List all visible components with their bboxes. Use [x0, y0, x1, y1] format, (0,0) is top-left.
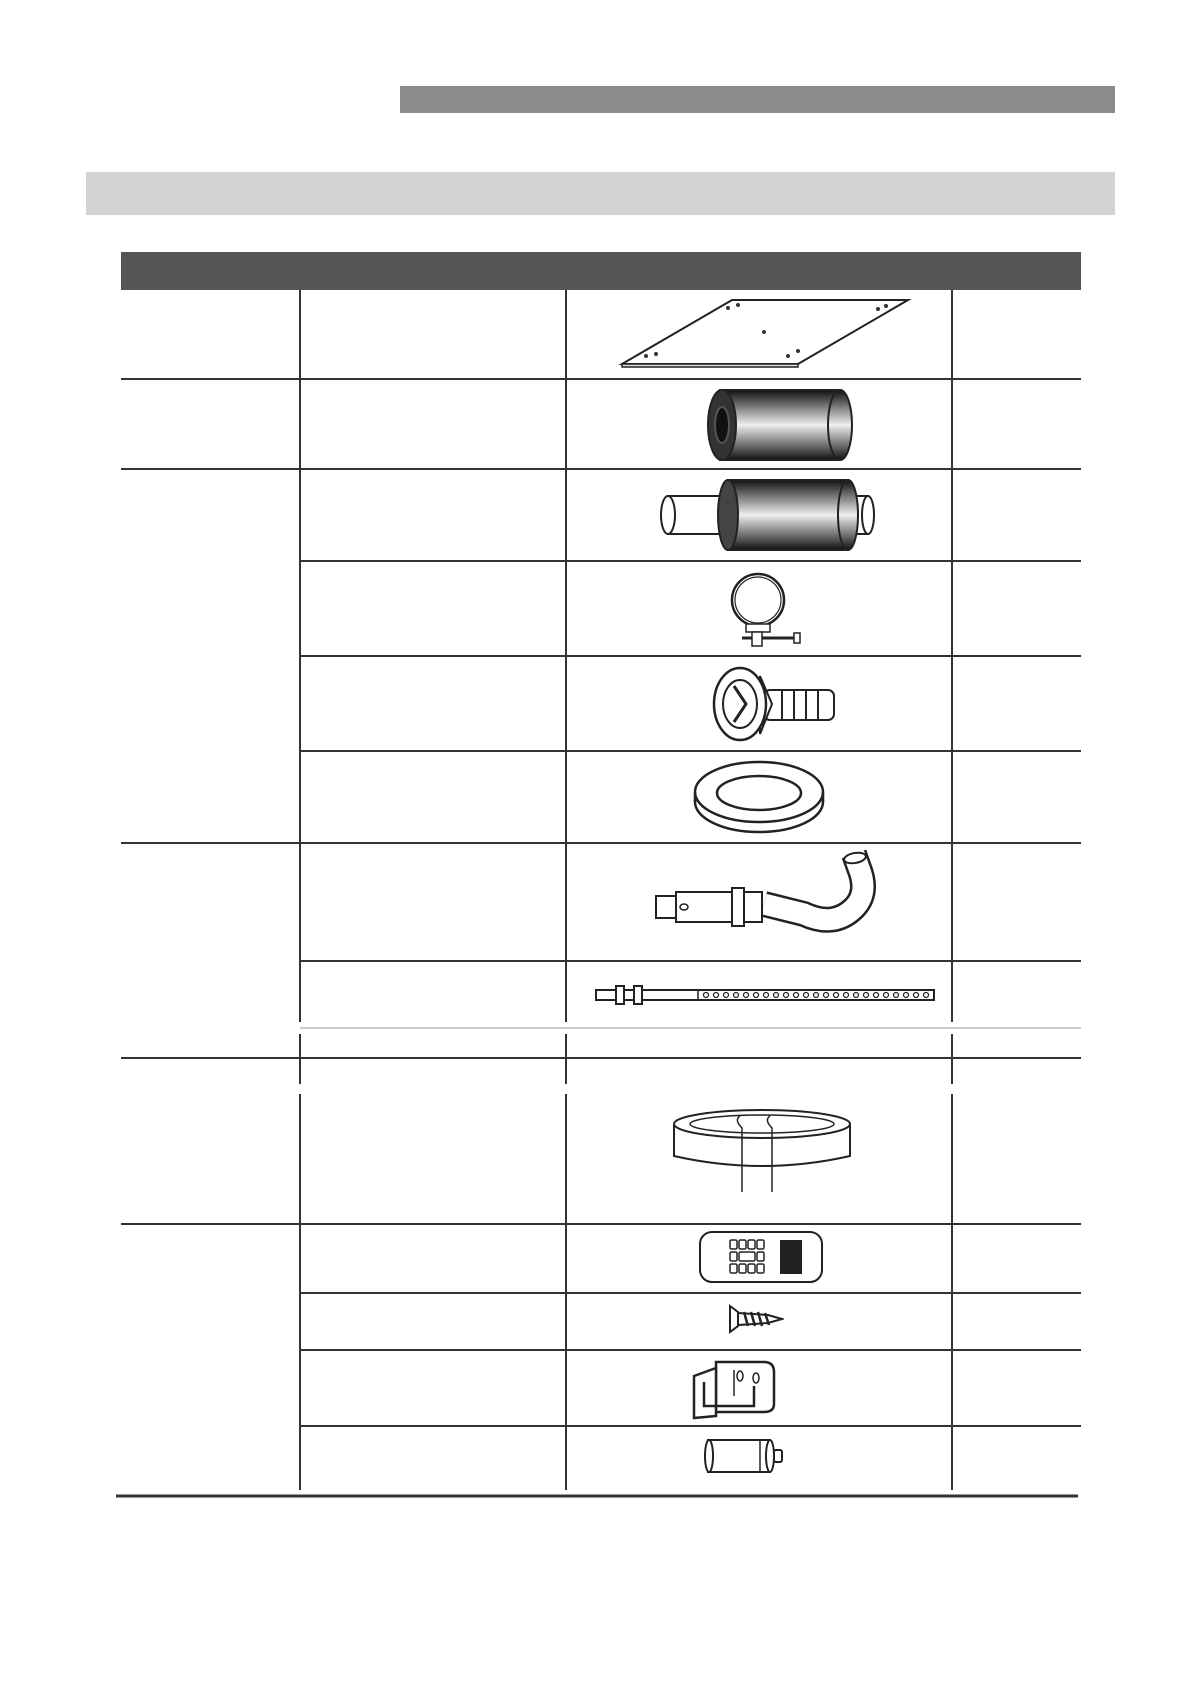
- hose-clamp-icon: [718, 570, 818, 652]
- mounting-plate-icon: [618, 296, 912, 368]
- drain-connector-icon: [712, 664, 838, 744]
- rubber-seal-ring-icon: [690, 760, 828, 834]
- insulated-pipe-icon: [656, 478, 882, 552]
- cable-tie-icon: [594, 984, 938, 1006]
- insulation-sleeve-icon: [706, 388, 856, 462]
- remote-holder-icon: [690, 1358, 780, 1422]
- remote-control-icon: [698, 1230, 824, 1284]
- tape-roll-icon: [670, 1100, 854, 1196]
- drain-elbow-pipe-icon: [654, 848, 906, 952]
- battery-icon: [704, 1436, 788, 1476]
- screw-icon: [728, 1304, 784, 1334]
